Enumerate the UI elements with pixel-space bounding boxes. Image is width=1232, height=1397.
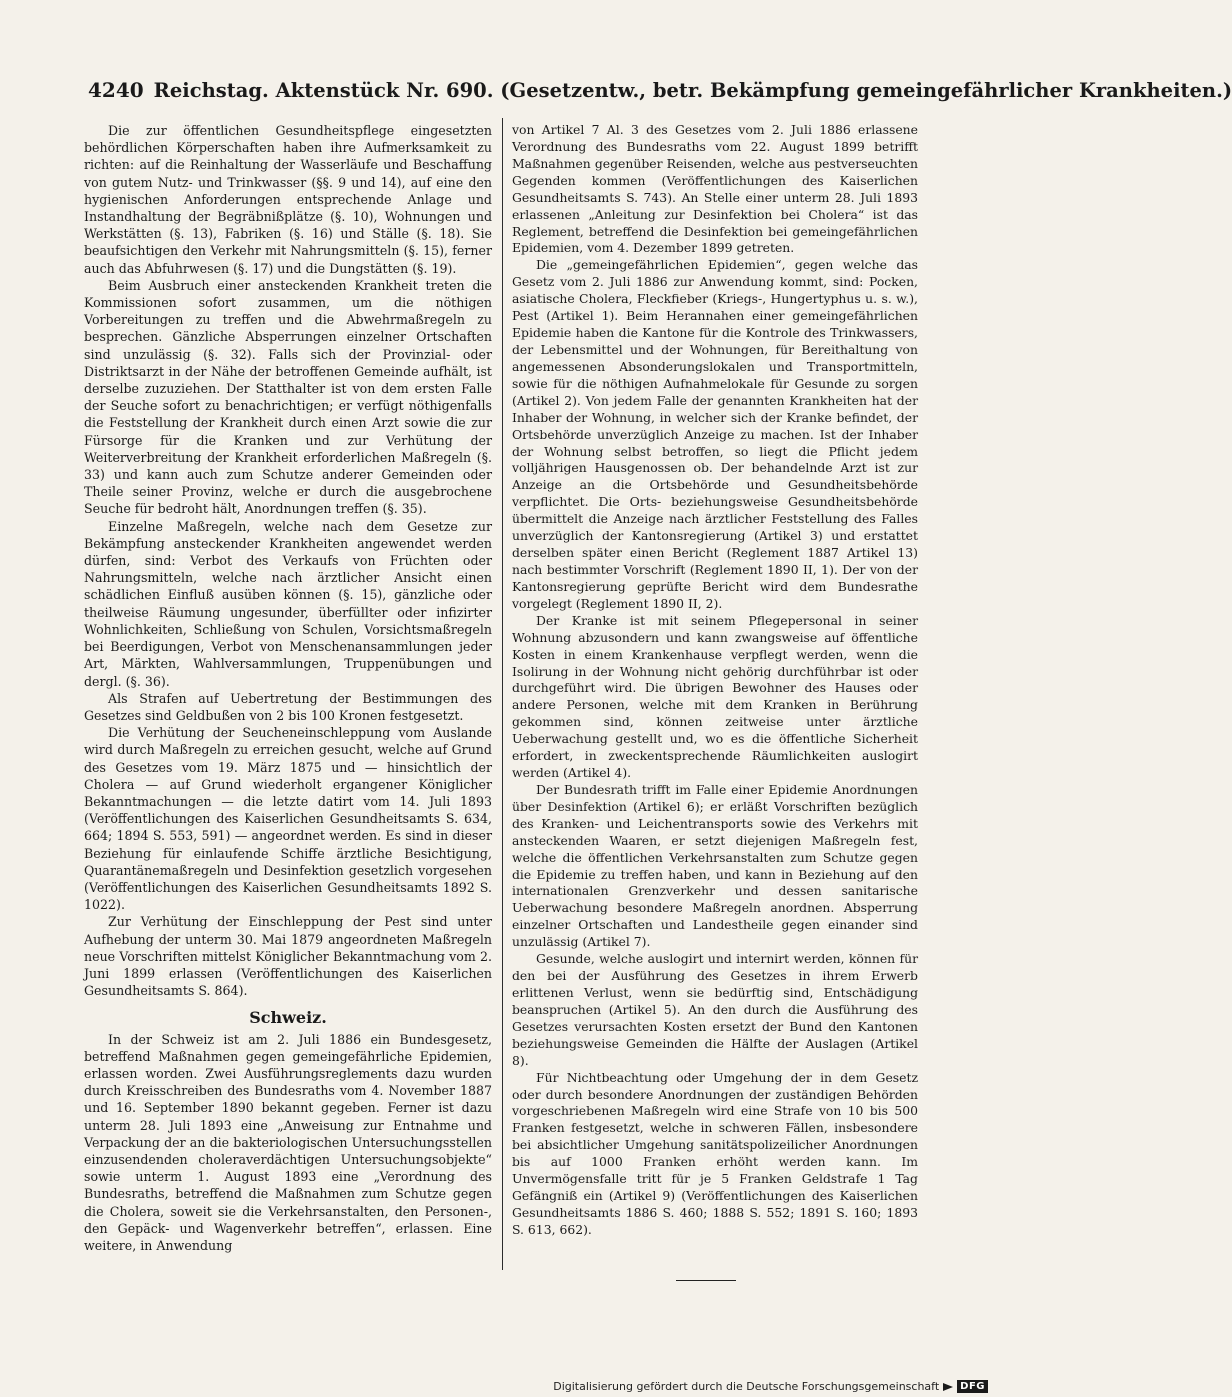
paragraph: In der Schweiz ist am 2. Juli 1886 ein Bundesgesetz, betreffend Maßnahmen gegen gemeingefährliche Epidemien, erlassen worden. Zwei Ausführungsreglements dazu wurden durch Kreisschreiben des Bundesraths vom 4. November 1887 und 16. September 1890 bekannt gegeben. Ferner ist dazu unterm 28. Juli 1893 eine „Anweisung zur Entnahme und Verpackung der an die bakteriologischen Untersuchungsstellen einzusendenden choleraverdächtigen Untersuchungsobjekte“ sowie unterm 1. August 1893 eine „Verordnung des Bundesraths, betreffend die Maßnahmen zum Schutze gegen die Cholera, soweit sie die Verkehrsanstalten, den Personen-, den Gepäck- und Wagenverkehr betreffen“, erlassen. Eine weitere, in Anwendung [84,1031,492,1253]
page-header [88,78,1232,104]
left-column [84,122,492,1254]
right-column [512,122,918,1239]
running-title: Reichstag. Aktenstück Nr. 690. (Gesetzentw., betr. Bekämpfung gemeingefährlicher Krankheiten.) [153,79,1232,102]
footer-text: Digitalisierung gefördert durch die Deutsche Forschungsgemeinschaft [553,1380,940,1393]
paragraph: Einzelne Maßregeln, welche nach dem Gesetze zur Bekämpfung ansteckender Krankheiten angewendet werden dürfen, sind: Verbot des Verkaufs von Früchten oder Nahrungsmitteln, welche nach ärztlicher Ansicht einen schädlichen Einfluß ausüben können (§. 15), gänzliche oder theilweise Räumung ungesunder, überfüllter oder infizirter Wohnlichkeiten, Schließung von Schulen, Vorsichtsmaßregeln bei Beerdigungen, Verbot von Menschenansammlungen jeder Art, Märkten, Wahlversammlungen, Truppenübungen und dergl. (§. 36). [84,518,492,689]
footer [553,1380,988,1393]
page-number: 4240 [88,78,144,102]
paragraph: Gesunde, welche auslogirt und internirt werden, können für den bei der Ausführung des Gesetzes in ihrem Erwerb erlittenen Verlust, wenn sie bedürftig sind, Entschädigung beanspruchen (Artikel 5). An den durch die Ausführung des Gesetzes verursachten Kosten ersetzt der Bund den Kantonen beziehungsweise Gemeinden die Hälfte der Auslagen (Artikel 8). [512,951,918,1068]
paragraph: Zur Verhütung der Einschleppung der Pest sind unter Aufhebung der unterm 30. Mai 1879 angeordneten Maßregeln neue Vorschriften mittelst Königlicher Bekanntmachung vom 2. Juni 1899 erlassen (Veröffentlichungen des Kaiserlichen Gesundheitsamts S. 864). [84,914,492,999]
paragraph: Die Verhütung der Seucheneinschleppung vom Auslande wird durch Maßregeln zu erreichen gesucht, welche auf Grund des Gesetzes vom 19. März 1875 und — hinsichtlich der Cholera — auf Grund wiederholt ergangener Königlicher Bekanntmachungen — die letzte datirt vom 14. Juli 1893 (Veröffentlichungen des Kaiserlichen Gesundheitsamts S. 634, 664; 1894 S. 553, 591) — angeordnet werden. Es sind in dieser Beziehung für einlaufende Schiffe ärztliche Besichtigung, Quarantänemaßregeln und Desinfektion gesetzlich vorgesehen (Veröffentlichungen des Kaiserlichen Gesundheitsamts 1892 S. 1022). [84,725,492,913]
paragraph: Der Bundesrath trifft im Falle einer Epidemie Anordnungen über Desinfektion (Artikel 6); er erläßt Vorschriften bezüglich des Kranken- und Leichentransports sowie des Verkehrs mit ansteckenden Waaren, er setzt diejenigen Maßregeln fest, welche die öffentlichen Verkehrsanstalten zum Schutze gegen die Epidemie zu treffen haben, und kann in Beziehung auf den internationalen Grenzverkehr und dessen sanitarische Ueberwachung besondere Maßregeln anordnen. Absperrung einzelner Ortschaften und Landestheile gegen einander sind unzulässig (Artikel 7). [512,781,918,950]
end-rule [676,1280,736,1281]
column-divider [502,118,503,1270]
paragraph: Als Strafen auf Uebertretung der Bestimmungen des Gesetzes sind Geldbußen von 2 bis 100 Kronen festgesetzt. [84,690,492,723]
section-heading: Schweiz. [249,1008,327,1028]
paragraph: Für Nichtbeachtung oder Umgehung der in dem Gesetz oder durch besondere Anordnungen der zuständigen Behörden vorgeschriebenen Maßregeln wird eine Strafe von 10 bis 500 Franken festgesetzt, welche in schweren Fällen, insbesondere bei absichtlicher Umgehung sanitätspolizeilicher Anordnungen bis auf 1000 Franken erhöht werden kann. Im Unvermögensfalle tritt für je 5 Franken Geldstrafe 1 Tag Gefängniß ein (Artikel 9) (Veröffentlichungen des Kaiserlichen Gesundheitsamts 1886 S. 460; 1888 S. 552; 1891 S. 160; 1893 S. 613, 662). [512,1069,918,1237]
paragraph: Beim Ausbruch einer ansteckenden Krankheit treten die Kommissionen sofort zusammen, um die nöthigen Vorbereitungen zu treffen und die Abwehrmaßregeln zu besprechen. Gänzliche Absperrungen einzelner Ortschaften sind unzulässig (§. 32). Falls sich der Provinzial- oder Distriktsarzt in der Nähe der betroffenen Gemeinde aufhält, ist derselbe zuzuziehen. Der Statthalter ist von dem ersten Falle der Seuche sofort zu benachrichtigen; er verfügt nöthigenfalls die Feststellung der Krankheit durch einen Arzt sowie die zur Fürsorge für die Kranken und zur Verhütung der Weiterverbreitung der Krankheit erforderlichen Maßregeln (§. 33) und kann auch zum Schutze anderer Gemeinden oder Theile seiner Provinz, welche er durch die ausgebrochene Seuche für bedroht hält, Anordnungen treffen (§. 35). [84,277,492,517]
paragraph: Die „gemeingefährlichen Epidemien“, gegen welche das Gesetz vom 2. Juli 1886 zur Anwendung kommt, sind: Pocken, asiatische Cholera, Fleckfieber (Kriegs-, Hungertyphus u. s. w.), Pest (Artikel 1). Beim Herannahen einer gemeingefährlichen Epidemie haben die Kantone für die Kontrole des Trinkwassers, der Lebensmittel und der Wohnungen, für Bereithaltung von angemessenen Absonderungslokalen und Transportmitteln, sowie für die nöthigen Aufnahmelokale für Gesunde zu sorgen (Artikel 2). Von jedem Falle der genannten Krankheiten hat der Inhaber der Wohnung, in welcher sich der Kranke befindet, der Ortsbehörde unverzüglich Anzeige zu machen. Ist der Inhaber der Wohnung selbst betroffen, so liegt die Pflicht jedem volljährigen Hausgenossen ob. Der behandelnde Arzt ist zur Anzeige an die Ortsbehörde und Gesundheitsbehörde verpflichtet. Die Orts- beziehungsweise Gesundheitsbehörde übermittelt die Anzeige nach ärztlicher Feststellung des Falles unverzüglich der Kantonsregierung (Artikel 3) und erstattet derselben später einen Bericht (Reglement 1887 Artikel 13) nach bestimmter Vorschrift (Reglement 1890 II, 1). Der von der Kantonsregierung geprüfte Bericht wird dem Bundesrathe vorgelegt (Reglement 1890 II, 2). [512,257,918,611]
arrow-icon [943,1383,953,1391]
dfg-logo: DFG [957,1380,988,1393]
paragraph: von Artikel 7 Al. 3 des Gesetzes vom 2. Juli 1886 erlassene Verordnung des Bundesraths vom 22. August 1899 betrifft Maßnahmen gegenüber Reisenden, welche aus pestverseuchten Gegenden kommen (Veröffentlichungen des Kaiserlichen Gesundheitsamts S. 743). An Stelle einer unterm 28. Juli 1893 erlassenen „Anleitung zur Desinfektion bei Cholera“ ist das Reglement, betreffend die Desinfektion bei gemeingefährlichen Epidemien, vom 4. Dezember 1899 getreten. [512,122,918,256]
paragraph: Der Kranke ist mit seinem Pflegepersonal in seiner Wohnung abzusondern und kann zwangsweise auf öffentliche Kosten in einem Krankenhause verpflegt werden, wenn die Isolirung in der Wohnung nicht gehörig durchführbar ist oder durchgeführt wird. Die übrigen Bewohner des Hauses oder andere Personen, welche mit dem Kranken in Berührung gekommen sind, können zeitweise unter ärztliche Ueberwachung gestellt und, wo es die öffentliche Sicherheit erfordert, in zweckentsprechende Räumlichkeiten auslogirt werden (Artikel 4). [512,612,918,781]
paragraph: Die zur öffentlichen Gesundheitspflege eingesetzten behördlichen Körperschaften haben ihre Aufmerksamkeit zu richten: auf die Reinhaltung der Wasserläufe und Beschaffung von gutem Nutz- und Trinkwasser (§§. 9 und 14), auf eine den hygienischen Anforderungen entsprechende Anlage und Instandhaltung der Begräbnißplätze (§. 10), Wohnungen und Werkstätten (§. 13), Fabriken (§. 16) und Ställe (§. 18). Sie beaufsichtigen den Verkehr mit Nahrungsmitteln (§. 15), ferner auch das Abfuhrwesen (§. 17) und die Dungstätten (§. 19). [84,123,492,276]
